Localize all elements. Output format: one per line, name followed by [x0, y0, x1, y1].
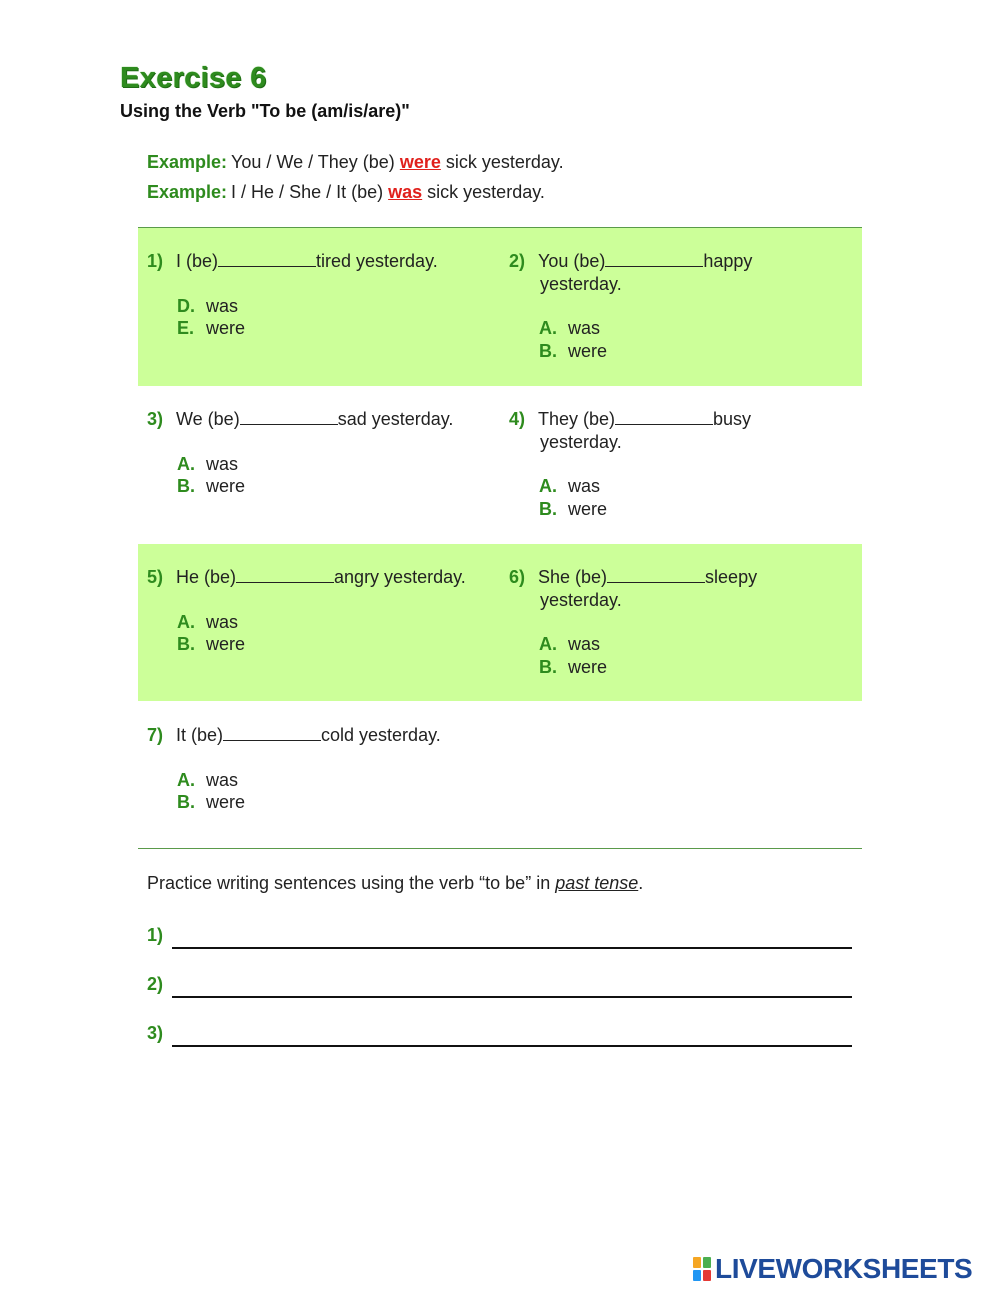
- answer-blank[interactable]: [218, 250, 316, 267]
- option-a[interactable]: A. was: [539, 318, 601, 338]
- writing-line[interactable]: [172, 996, 852, 998]
- question-number: 4): [509, 409, 526, 429]
- example-label: Example:: [147, 182, 228, 202]
- answer-blank[interactable]: [240, 408, 338, 425]
- option-b[interactable]: E. were: [177, 318, 246, 338]
- example-text: You / We / They (be): [231, 152, 395, 172]
- example-text-end: sick yesterday.: [427, 182, 545, 202]
- liveworksheets-logo-icon: [693, 1257, 711, 1281]
- answer-blank[interactable]: [607, 566, 705, 583]
- line-number: 1): [147, 925, 164, 945]
- answer-blank[interactable]: [236, 566, 334, 583]
- question-text: It (be) cold yesterday.: [176, 725, 441, 745]
- question-number: 1): [147, 251, 164, 271]
- option-a[interactable]: A. was: [177, 454, 239, 474]
- option-b[interactable]: B. were: [177, 792, 246, 812]
- question-text: She (be) sleepy: [538, 567, 758, 587]
- option-b[interactable]: B. were: [539, 499, 608, 519]
- line-number: 2): [147, 974, 164, 994]
- example-label: Example:: [147, 152, 228, 172]
- exercise-subtitle: Using the Verb "To be (am/is/are)": [120, 101, 410, 121]
- writing-line[interactable]: [172, 1045, 852, 1047]
- option-a[interactable]: A. was: [177, 612, 239, 632]
- example-answer: was: [388, 182, 423, 202]
- writing-line[interactable]: [172, 947, 852, 949]
- option-b[interactable]: B. were: [539, 341, 608, 361]
- option-a[interactable]: A. was: [177, 770, 239, 790]
- question-number: 2): [509, 251, 526, 271]
- option-b[interactable]: B. were: [177, 476, 246, 496]
- question-text-cont: yesterday.: [540, 590, 622, 610]
- divider-bottom: [138, 848, 862, 849]
- example-text-end: sick yesterday.: [445, 152, 564, 172]
- question-number: 7): [147, 725, 164, 745]
- liveworksheets-logo-text: LIVEWORKSHEETS: [715, 1253, 973, 1284]
- question-number: 5): [147, 567, 164, 587]
- example-sentence: [147, 152, 564, 173]
- answer-blank[interactable]: [615, 408, 713, 425]
- line-number: 3): [147, 1023, 164, 1043]
- question-text: He (be) angry yesterday.: [176, 567, 466, 587]
- question-number: 6): [509, 567, 526, 587]
- option-a[interactable]: A. was: [539, 476, 601, 496]
- option-b[interactable]: B. were: [539, 657, 608, 677]
- answer-blank[interactable]: [605, 250, 703, 267]
- writing-line-1[interactable]: [147, 925, 852, 949]
- question-number: 3): [147, 409, 164, 429]
- example-answer: were: [399, 152, 441, 172]
- practice-instructions: Practice writing sentences using the verb “to be” in past tense.: [147, 873, 644, 893]
- example-sentence: [147, 182, 545, 203]
- liveworksheets-logo: [693, 1254, 972, 1284]
- question-text: We (be) sad yesterday.: [176, 409, 454, 429]
- exercise-title: Exercise 6: [120, 62, 267, 94]
- question-text-cont: yesterday.: [540, 274, 622, 294]
- past-tense-emphasis: past tense: [555, 873, 639, 893]
- option-a[interactable]: A. was: [539, 634, 601, 654]
- question-text: I (be) tired yesterday.: [176, 251, 438, 271]
- question-text-cont: yesterday.: [540, 432, 622, 452]
- example-text: I / He / She / It (be): [231, 182, 384, 202]
- option-b[interactable]: B. were: [177, 634, 246, 654]
- option-a[interactable]: D. was: [177, 296, 239, 316]
- question-text: You (be) happy: [538, 251, 753, 271]
- question-text: They (be) busy: [538, 409, 752, 429]
- writing-line-3[interactable]: [147, 1023, 852, 1047]
- answer-blank[interactable]: [223, 724, 321, 741]
- writing-line-2[interactable]: [147, 974, 852, 998]
